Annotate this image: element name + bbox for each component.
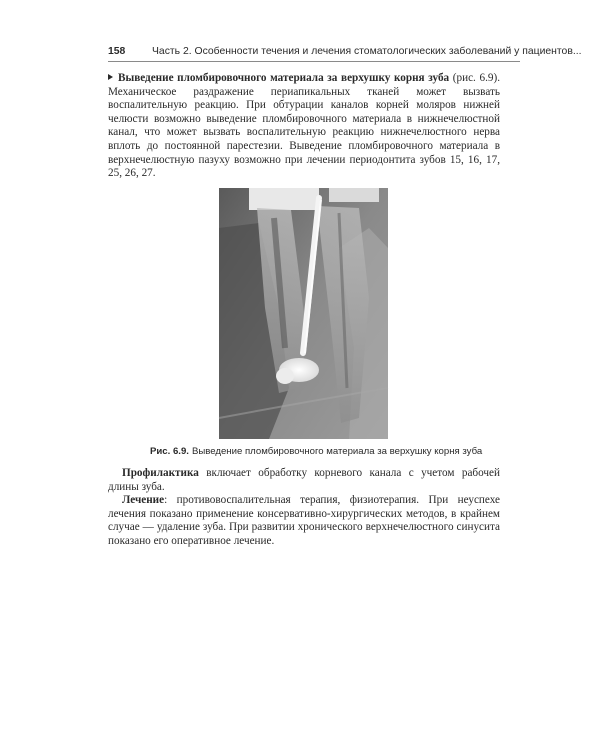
figure-label: Рис. 6.9. xyxy=(150,446,189,457)
lower-text-block xyxy=(108,467,500,549)
page-number: 158 xyxy=(108,45,126,57)
prevention-lead: Профилактика xyxy=(122,467,199,479)
figure-caption-text: Выведение пломбировочного материала за верхушку корня зуба xyxy=(191,446,483,457)
prevention-text: включает обработку корневого канала с учетом рабочей длины зуба. xyxy=(108,467,500,493)
bullet-paragraph xyxy=(108,72,500,181)
prevention-paragraph xyxy=(108,467,500,494)
page-header xyxy=(108,44,582,58)
bullet-text: (рис. 6.9). Механическое раздражение периапикальных тканей может вызвать воспалительную реакцию. При обтурации каналов корней моляров нижней челюсти возможно выведение пломбировочного материала в нижнечелюстной канал, что может вызвать воспалительную реакцию нижнечелюстного нерва вплоть до постоянной парестезии. Выведение пломбировочного материала в верхнечелюстную пазуху возможно при лечении периодонтита зубов 15, 16, 17, 25, 26, 27. xyxy=(108,72,500,180)
bullet-triangle-icon xyxy=(108,74,113,80)
xray-figure xyxy=(219,188,388,439)
bullet-lead: Выведение пломбировочного материала за верхушку корня зуба xyxy=(118,72,450,84)
header-rule xyxy=(108,61,520,62)
treatment-lead: Лечение xyxy=(122,494,165,507)
running-head: Часть 2. Особенности течения и лечения стоматологических заболеваний у пациентов... xyxy=(152,45,582,57)
treatment-text: : противовоспалительная терапия, физиотерапия. При неуспехе лечения показано применение консервативно-хирургических методов, в крайнем случае — удаление зуба. При развитии хронического верхнечелюстного синусита показано его оперативное лечение. xyxy=(108,494,500,547)
figure-caption xyxy=(150,446,510,457)
treatment-paragraph xyxy=(108,494,500,548)
